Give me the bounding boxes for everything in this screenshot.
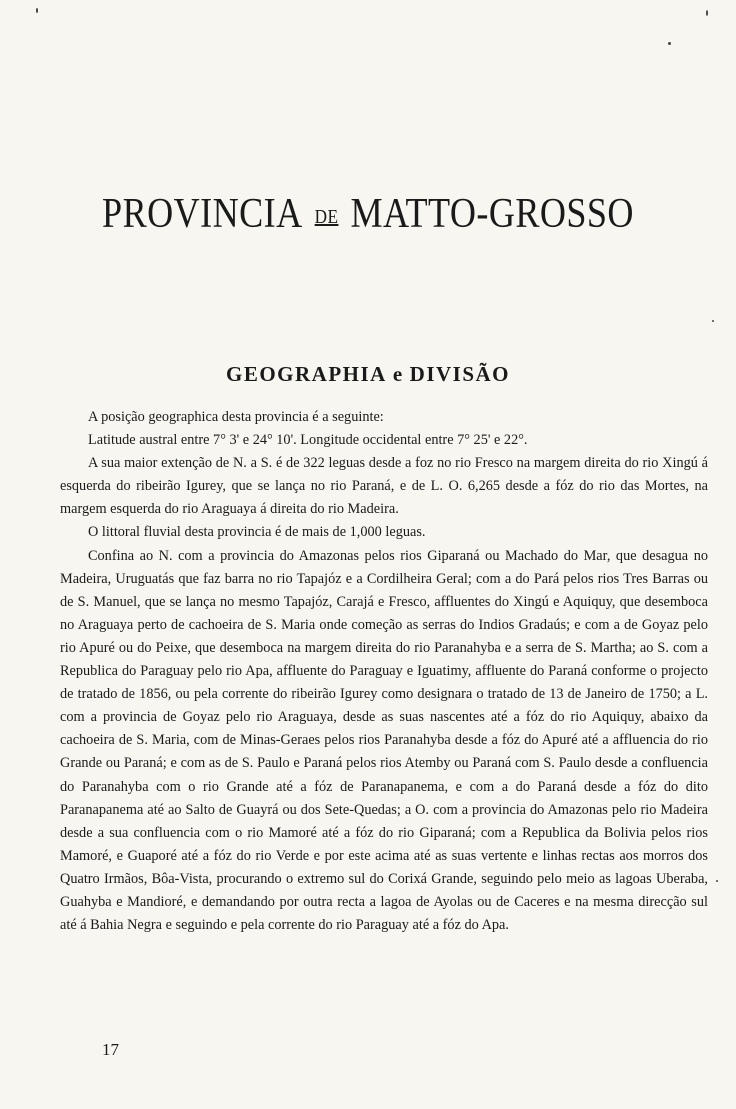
paragraph: Confina ao N. com a provincia do Amazonas pelos rios Giparaná ou Machado do Mar, que desagua no Madeira, Uruguatás que faz barra no rio Tapajóz e a Cordilheira Geral; com a do Pará pelos rios Tres Barras ou de S. Manuel, que se lança no mesmo Tapajóz, Carajá e Fresco, affluentes do Xingú e Aquiquy, que desemboca no Araguaya perto de cachoeira de S. Maria onde começão as serras do Indios Gradaús; e com a de Goyaz pelo rio Apuré ou do Peixe, que desemboca na margem direita do rio Paranahyba e a serra de S. Martha; ao S. com a Republica do Paraguay pelo rio Apa, affluente do Paraguay e Iguatimy, affluente do Paraná conforme o projecto de tratado de 1856, ou pela corrente do ribeirão Igurey como designara o tratado de 13 de Janeiro de 1750; a L. com a provincia de Goyaz pelo rio Araguaya, desde as suas nascentes até a fóz do rio Aquiquy, abaixo da cachoeira de S. Maria, com de Minas-Geraes pelos rios Paranahyba desde a fóz do Apuré até a affluencia do rio Grande ou Paraná; e com as de S. Paulo e Paraná pelos rios Atemby ou Paraná com S. Paulo desde a confluencia do Paranahyba com o rio Grande até a fóz de Paranapanema, e com a do Paraná desde a fóz do dito Paranapanema até ao Salto de Guayrá ou dos Sete-Quedas; a O. com a provincia do Amazonas pelo rio Madeira desde a sua confluencia com o rio Mamoré até a fóz do rio Giparaná; com a Republica da Bolivia pelos rios Mamoré, e Guaporé até a fóz do rio Verde e por este acima até as suas vertente e linhas rectas aos morros dos Quatro Irmãos, Bôa-Vista, procurando o extremo sul do Corixá Grande, seguindo pelo meio as lagoas Uberaba, Guahyba e Mandioré, e demandando por outra recta a lagoa de Ayolas ou de Caceres e na mesma direcção sul até á Bahia Negra e seguindo e pela corrente do rio Paraguay até a fóz do Apa. <box>60 547 708 934</box>
page-title <box>52 190 685 238</box>
scan-speck <box>668 42 671 45</box>
body-text <box>60 406 708 937</box>
scan-speck <box>712 320 714 322</box>
section-title-b: DIVISÃO <box>409 362 511 386</box>
section-title-e: e <box>392 362 404 386</box>
scan-speck <box>706 10 708 16</box>
title-main: PROVINCIA <box>102 191 303 237</box>
title-de: DE <box>314 205 339 228</box>
scan-speck <box>716 880 718 882</box>
section-heading <box>0 362 736 387</box>
paragraph: Latitude austral entre 7° 3' e 24° 10'. Longitude occidental entre 7° 25' e 22°. <box>88 432 528 449</box>
title-place: MATTO-GROSSO <box>350 191 634 237</box>
paragraph: A sua maior extenção de N. a S. é de 322 leguas desde a foz no rio Fresco na margem direita do rio Xingú á esquerda do ribeirão Igurey, que se lança no rio Paraná, e de L. O. 6,265 desde a fóz do rio das Mortes, na margem esquerda do rio Araguaya á direita do rio Madeira. <box>60 455 708 518</box>
paragraph: O littoral fluvial desta provincia é de mais de 1,000 leguas. <box>88 524 426 541</box>
scan-speck <box>36 8 38 13</box>
section-title-a: GEOGRAPHIA <box>225 362 387 386</box>
page-number: 17 <box>102 1040 119 1059</box>
paragraph: A posição geographica desta provincia é a seguinte: <box>88 409 384 425</box>
